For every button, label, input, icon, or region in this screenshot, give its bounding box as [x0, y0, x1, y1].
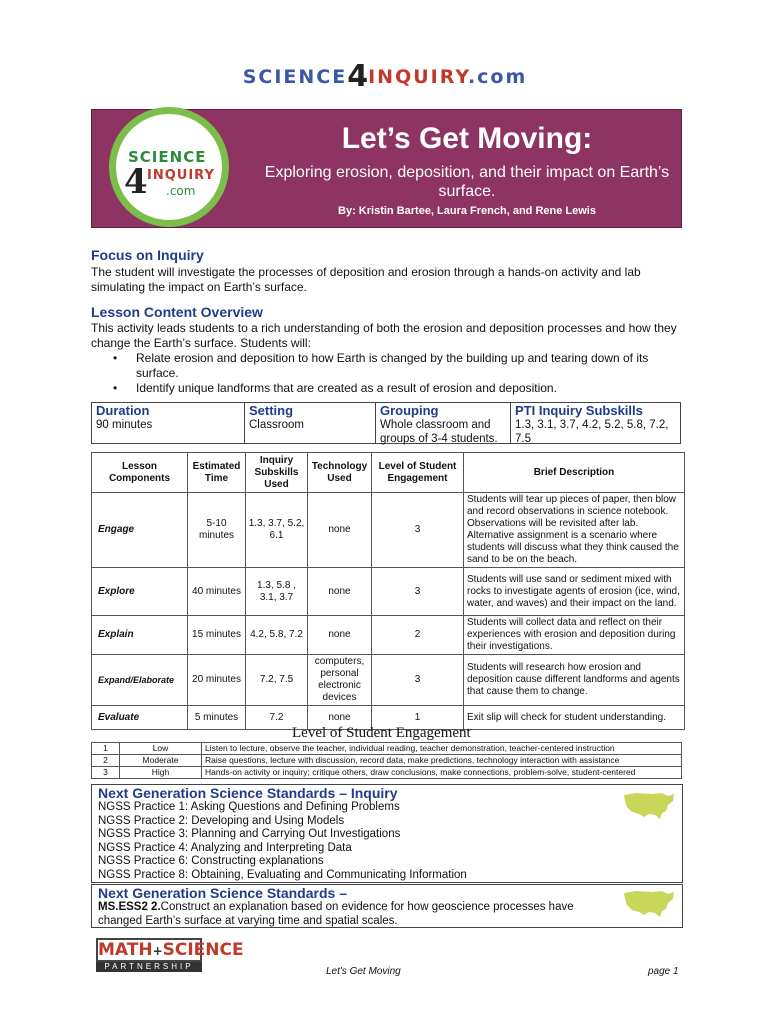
level-description: Listen to lecture, observe the teacher, individual reading, teacher demonstration, teacher-centered instruction — [202, 743, 682, 755]
lesson-components-table — [91, 452, 685, 730]
setting-value: Classroom — [249, 419, 304, 431]
tech-cell: none — [308, 706, 372, 730]
site-logo — [0, 56, 770, 94]
us-map-icon — [622, 789, 676, 823]
level-cell: 3 — [372, 568, 464, 616]
overview-bullet-1: Relate erosion and deposition to how Earth is changed by the building up and tearing down of its surface. — [136, 351, 649, 380]
footer-doc-title: Let's Get Moving — [326, 966, 401, 977]
site-logo-science: SCIENCE — [242, 66, 348, 88]
ngss-content-box — [91, 884, 683, 928]
focus-heading: Focus on Inquiry — [91, 247, 204, 263]
duration-label: Duration — [96, 403, 150, 418]
table-row — [92, 493, 685, 568]
lesson-info-table — [91, 402, 681, 444]
table-row — [92, 755, 682, 767]
col-header: Estimated Time — [188, 453, 246, 493]
duration-cell — [92, 403, 245, 443]
component-cell: Evaluate — [92, 706, 188, 730]
description-cell: Students will tear up pieces of paper, then blow and record observations in science notebook. Observations will be revisited after lab. Alternative assignment is a scenario where students will discuss what they think caused the sand to be on the beach. — [464, 493, 685, 568]
math-science-partnership-logo — [96, 938, 244, 972]
level-number: 2 — [92, 755, 120, 767]
ngss-practice-item: NGSS Practice 8: Obtaining, Evaluating and Communicating Information — [98, 868, 467, 881]
col-header: Brief Description — [464, 453, 685, 493]
ngss-inquiry-box — [91, 784, 683, 883]
lesson-authors: By: Kristin Bartee, Laura French, and Rene Lewis — [338, 205, 596, 217]
level-cell: 3 — [372, 655, 464, 706]
level-name: Moderate — [120, 755, 202, 767]
table-row — [92, 568, 685, 616]
ngss-practice-item: NGSS Practice 4: Analyzing and Interpreting Data — [98, 841, 352, 854]
standard-text: Construct an explanation based on evidence for how geoscience processes have changed Earth’s surface at varying time and spatial scales. — [98, 901, 574, 927]
grouping-value: Whole classroom and groups of 3-4 students. — [380, 419, 498, 445]
site-logo-inquiry: INQUIRY — [368, 66, 468, 88]
lesson-title: Let’s Get Moving: — [341, 122, 593, 155]
standard-code: MS.ESS2 2. — [98, 901, 161, 913]
component-cell: Explore — [92, 568, 188, 616]
banner-logo-dotcom: .com — [166, 184, 196, 198]
lesson-subtitle: Exploring erosion, deposition, and their impact on Earth’s surface. — [264, 164, 670, 200]
level-cell: 2 — [372, 616, 464, 655]
engagement-table — [91, 742, 682, 779]
pti-value: 1.3, 3.1, 3.7, 4.2, 5.2, 5.8, 7.2, 7.5 — [515, 419, 669, 445]
table-row — [92, 616, 685, 655]
table-row — [92, 743, 682, 755]
focus-text: The student will investigate the processes of deposition and erosion through a hands-on activity and lab simulating the impact on Earth’s surface. — [91, 265, 641, 294]
overview-heading: Lesson Content Overview — [91, 304, 263, 320]
us-map-icon — [622, 887, 676, 921]
time-cell: 15 minutes — [188, 616, 246, 655]
duration-value: 90 minutes — [96, 419, 153, 431]
subskills-cell: 1.3, 5.8 , 3.1, 3.7 — [246, 568, 308, 616]
col-header: Inquiry Subskills Used — [246, 453, 308, 493]
col-header: Lesson Components — [92, 453, 188, 493]
level-description: Hands-on activity or inquiry; critique others, draw conclusions, make connections, problem-solve, student-centered — [202, 767, 682, 779]
engagement-title: Level of Student Engagement — [292, 725, 471, 741]
banner-logo-four: 4 — [124, 162, 148, 202]
col-header: Technology Used — [308, 453, 372, 493]
overview-text: This activity leads students to a rich understanding of both the erosion and deposition processes and how they change the Earth’s surface. Students will: — [91, 321, 677, 350]
setting-label: Setting — [249, 403, 294, 418]
msp-logo-math: MATH — [98, 940, 153, 960]
ngss-content-heading: Next Generation Science Standards – — [98, 885, 347, 901]
component-cell: Engage — [92, 493, 188, 568]
site-logo-four: 4 — [347, 59, 369, 94]
table-row — [92, 767, 682, 779]
ngss-practice-item: NGSS Practice 6: Constructing explanations — [98, 855, 324, 867]
tech-cell: none — [308, 493, 372, 568]
description-cell: Exit slip will check for student understanding. — [464, 706, 685, 730]
pti-cell — [511, 403, 680, 443]
msp-logo-partnership: PARTNERSHIP — [96, 962, 202, 972]
level-description: Raise questions, lecture with discussion, record data, make predictions, technology interaction with assistance — [202, 755, 682, 767]
level-number: 1 — [92, 743, 120, 755]
grouping-label: Grouping — [380, 403, 439, 418]
time-cell: 20 minutes — [188, 655, 246, 706]
time-cell: 5-10 minutes — [188, 493, 246, 568]
ngss-practice-item: NGSS Practice 3: Planning and Carrying Out Investigations — [98, 828, 401, 840]
pti-label: PTI Inquiry Subskills — [515, 403, 643, 418]
time-cell: 40 minutes — [188, 568, 246, 616]
subskills-cell: 7.2, 7.5 — [246, 655, 308, 706]
level-cell: 1 — [372, 706, 464, 730]
tech-cell: none — [308, 616, 372, 655]
col-header: Level of Student Engagement — [372, 453, 464, 493]
subskills-cell: 4.2, 5.8, 7.2 — [246, 616, 308, 655]
bullet-icon: • — [113, 351, 118, 365]
description-cell: Students will use sand or sediment mixed with rocks to investigate agents of erosion (ice, wind, water, and waves) and their impact on the land. — [464, 568, 685, 616]
ngss-inquiry-heading: Next Generation Science Standards – Inquiry — [98, 785, 398, 801]
overview-bullet-2: Identify unique landforms that are created as a result of erosion and deposition. — [136, 381, 557, 395]
site-logo-dotcom: .com — [467, 66, 528, 88]
description-cell: Students will collect data and reflect on their experiences with erosion and deposition during their investigations. — [464, 616, 685, 655]
science4inquiry-logo — [109, 107, 229, 227]
grouping-cell — [376, 403, 511, 443]
banner-logo-science: SCIENCE — [128, 148, 207, 166]
level-cell: 3 — [372, 493, 464, 568]
table-header-row — [92, 453, 685, 493]
msp-logo-science: SCIENCE — [162, 940, 244, 960]
subskills-cell: 1.3, 3.7, 5.2, 6.1 — [246, 493, 308, 568]
footer-page-number: page 1 — [648, 966, 679, 977]
tech-cell: computers, personal electronic devices — [308, 655, 372, 706]
level-name: Low — [120, 743, 202, 755]
component-cell: Expand/Elaborate — [92, 655, 188, 706]
time-cell: 5 minutes — [188, 706, 246, 730]
tech-cell: none — [308, 568, 372, 616]
level-number: 3 — [92, 767, 120, 779]
subskills-cell: 7.2 — [246, 706, 308, 730]
table-row — [92, 655, 685, 706]
banner-logo-inquiry: INQUIRY — [147, 168, 215, 183]
ngss-content-standard — [92, 901, 612, 928]
bullet-icon: • — [113, 381, 118, 395]
ngss-practice-item: NGSS Practice 2: Developing and Using Models — [98, 814, 345, 827]
msp-logo-amp: + — [152, 944, 163, 958]
ngss-practice-item: NGSS Practice 1: Asking Questions and Defining Problems — [98, 801, 400, 813]
description-cell: Students will research how erosion and deposition cause different landforms and agents that cause them to change. — [464, 655, 685, 706]
level-name: High — [120, 767, 202, 779]
msp-logo-top — [96, 938, 244, 962]
component-cell: Explain — [92, 616, 188, 655]
title-banner — [91, 109, 682, 228]
setting-cell — [245, 403, 376, 443]
